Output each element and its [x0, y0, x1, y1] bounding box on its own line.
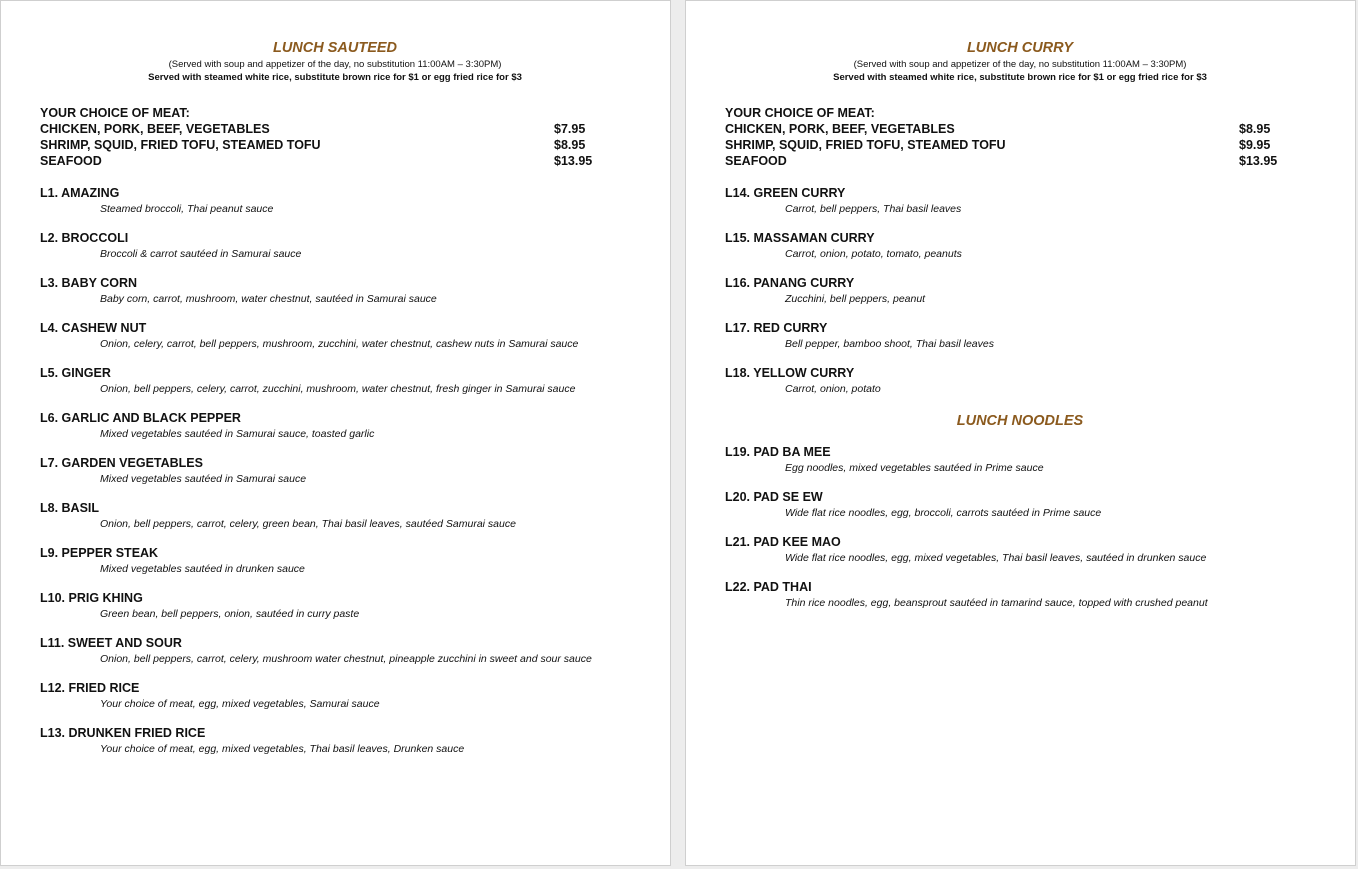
menu-item-description: Egg noodles, mixed vegetables sautéed in Prime sauce [785, 462, 1044, 474]
meat-option-price: $13.95 [554, 154, 593, 168]
menu-item-description: Bell pepper, bamboo shoot, Thai basil leaves [785, 338, 994, 350]
menu-item-name: L21. PAD KEE MAO [725, 535, 841, 549]
menu-item [40, 320, 630, 365]
curry-subtitle: (Served with soup and appetizer of the day, no substitution 11:00AM – 3:30PM) [853, 59, 1187, 70]
menu-item-name: L6. GARLIC AND BLACK PEPPER [40, 411, 241, 425]
menu-item [40, 545, 630, 590]
meat-option-row [40, 121, 630, 137]
curry-title: LUNCH CURRY [966, 40, 1074, 56]
sauteed-subtitle: (Served with soup and appetizer of the day, no substitution 11:00AM – 3:30PM) [168, 59, 502, 70]
sauteed-section [40, 39, 630, 770]
menu-item-name: L3. BABY CORN [40, 276, 138, 290]
sauteed-title: LUNCH SAUTEED [272, 40, 398, 56]
menu-item-description: Baby corn, carrot, mushroom, water chestnut, sautéed in Samurai sauce [100, 293, 437, 305]
menu-item-description: Onion, bell peppers, celery, carrot, zucchini, mushroom, water chestnut, fresh ginger in Samurai sauce [100, 383, 576, 395]
menu-item [40, 680, 630, 725]
menu-item-description: Onion, bell peppers, carrot, celery, mushroom water chestnut, pineapple zucchini in sweet and sour sauce [100, 653, 592, 665]
menu-item-description: Carrot, onion, potato, tomato, peanuts [785, 248, 962, 260]
menu-item-description: Steamed broccoli, Thai peanut sauce [100, 203, 274, 215]
curry-section [725, 39, 1315, 624]
meat-header: YOUR CHOICE OF MEAT: [40, 106, 190, 120]
meat-header: YOUR CHOICE OF MEAT: [725, 106, 875, 120]
menu-item-name: L4. CASHEW NUT [40, 321, 147, 335]
menu-item-name: L2. BROCCOLI [40, 231, 129, 245]
menu-item [725, 489, 1315, 534]
menu-item [725, 320, 1315, 365]
menu-item-name: L13. DRUNKEN FRIED RICE [40, 726, 206, 740]
menu-item-name: L20. PAD SE EW [725, 490, 823, 504]
meat-option-name: SEAFOOD [725, 154, 787, 168]
meat-option-name: SHRIMP, SQUID, FRIED TOFU, STEAMED TOFU [725, 138, 1006, 152]
noodles-title: LUNCH NOODLES [956, 413, 1084, 429]
menu-item [40, 590, 630, 635]
menu-item [725, 579, 1315, 624]
menu-item [725, 365, 1315, 410]
menu-item-name: L22. PAD THAI [725, 580, 812, 594]
menu-item-description: Carrot, onion, potato [785, 383, 881, 395]
menu-item [40, 230, 630, 275]
menu-item [725, 185, 1315, 230]
menu-item-name: L8. BASIL [40, 501, 100, 515]
menu-item [725, 275, 1315, 320]
menu-item [725, 534, 1315, 579]
menu-item-name: L7. GARDEN VEGETABLES [40, 456, 203, 470]
menu-item-description: Green bean, bell peppers, onion, sautéed in curry paste [100, 608, 360, 620]
menu-item-description: Wide flat rice noodles, egg, mixed vegetables, Thai basil leaves, sautéed in drunken sauce [785, 552, 1207, 564]
meat-option-row [725, 121, 1315, 137]
meat-option-row [725, 137, 1315, 153]
menu-item-description: Thin rice noodles, egg, beansprout sautéed in tamarind sauce, topped with crushed peanut [785, 597, 1208, 609]
menu-item [40, 185, 630, 230]
menu-item-name: L12. FRIED RICE [40, 681, 140, 695]
menu-item-name: L17. RED CURRY [725, 321, 828, 335]
menu-item-description: Mixed vegetables sautéed in drunken sauce [100, 563, 305, 575]
meat-option-row [40, 137, 630, 153]
menu-item-description: Onion, celery, carrot, bell peppers, mushroom, zucchini, water chestnut, cashew nuts in Samurai sauce [100, 338, 579, 350]
menu-item [725, 230, 1315, 275]
meat-option-name: SHRIMP, SQUID, FRIED TOFU, STEAMED TOFU [40, 138, 321, 152]
menu-item-name: L11. SWEET AND SOUR [40, 636, 182, 650]
menu-item-description: Your choice of meat, egg, mixed vegetables, Samurai sauce [100, 698, 380, 710]
sauteed-rice-note: Served with steamed white rice, substitute brown rice for $1 or egg fried rice for $3 [148, 72, 522, 83]
menu-item-description: Onion, bell peppers, carrot, celery, green bean, Thai basil leaves, sautéed Samurai sauce [100, 518, 516, 530]
meat-option-price: $8.95 [1239, 122, 1271, 136]
menu-item-name: L16. PANANG CURRY [725, 276, 855, 290]
menu-item-name: L15. MASSAMAN CURRY [725, 231, 875, 245]
curry-rice-note: Served with steamed white rice, substitute brown rice for $1 or egg fried rice for $3 [833, 72, 1207, 83]
menu-item-name: L14. GREEN CURRY [725, 186, 846, 200]
sauteed-meat-options [40, 105, 630, 169]
menu-item [40, 275, 630, 320]
meat-option-price: $9.95 [1239, 138, 1271, 152]
menu-item [40, 725, 630, 770]
menu-item-description: Mixed vegetables sautéed in Samurai sauce [100, 473, 307, 485]
menu-item-name: L9. PEPPER STEAK [40, 546, 159, 560]
meat-option-price: $7.95 [554, 122, 586, 136]
menu-item-description: Your choice of meat, egg, mixed vegetables, Thai basil leaves, Drunken sauce [100, 743, 465, 755]
menu-item [40, 410, 630, 455]
menu-item-name: L5. GINGER [40, 366, 111, 380]
menu-item-description: Broccoli & carrot sautéed in Samurai sauce [100, 248, 302, 260]
menu-item [40, 455, 630, 500]
menu-item-description: Mixed vegetables sautéed in Samurai sauce, toasted garlic [100, 428, 375, 440]
menu-item [40, 635, 630, 680]
menu-item [725, 444, 1315, 489]
meat-option-name: CHICKEN, PORK, BEEF, VEGETABLES [40, 122, 270, 136]
menu-item [40, 500, 630, 545]
menu-item-description: Wide flat rice noodles, egg, broccoli, carrots sautéed in Prime sauce [785, 507, 1102, 519]
menu-item-description: Zucchini, bell peppers, peanut [785, 293, 926, 305]
meat-option-row [40, 153, 630, 169]
menu-item-name: L1. AMAZING [40, 186, 120, 200]
meat-option-name: CHICKEN, PORK, BEEF, VEGETABLES [725, 122, 955, 136]
meat-option-price: $13.95 [1239, 154, 1278, 168]
noodles-items [725, 444, 1315, 624]
sauteed-items [40, 185, 630, 770]
meat-option-name: SEAFOOD [40, 154, 102, 168]
menu-page-left [0, 0, 671, 866]
curry-meat-options [725, 105, 1315, 169]
menu-page-right [685, 0, 1356, 866]
menu-item-name: L10. PRIG KHING [40, 591, 143, 605]
menu-item-name: L19. PAD BA MEE [725, 445, 831, 459]
menu-item [40, 365, 630, 410]
meat-option-price: $8.95 [554, 138, 586, 152]
menu-item-name: L18. YELLOW CURRY [725, 366, 855, 380]
menu-item-description: Carrot, bell peppers, Thai basil leaves [785, 203, 962, 215]
curry-items [725, 185, 1315, 410]
meat-option-row [725, 153, 1315, 169]
